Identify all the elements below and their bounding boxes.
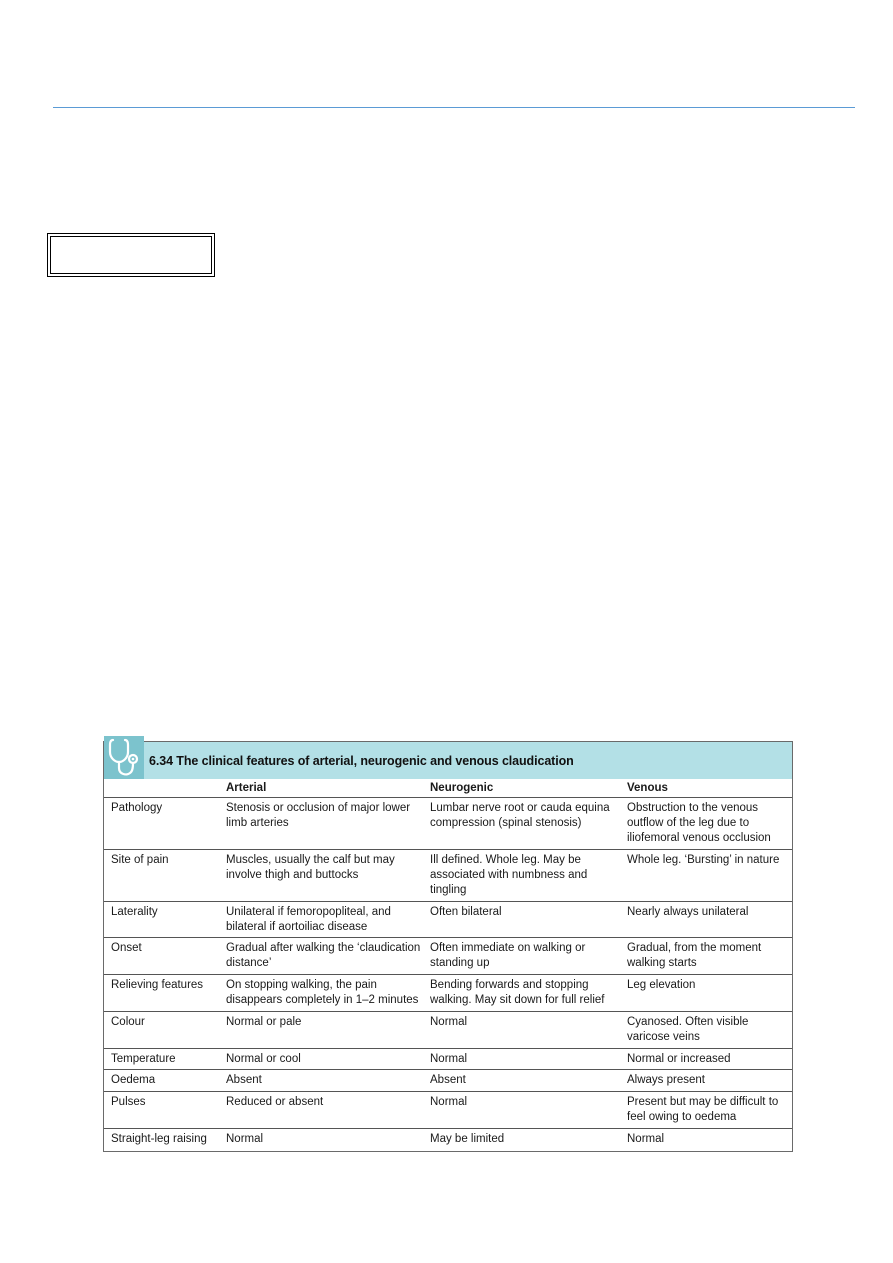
neurogenic-cell: Normal (430, 1096, 468, 1108)
arterial-cell: On stopping walking, the pain disappears completely in 1–2 minutes (226, 979, 419, 1006)
row-label: Pathology (111, 802, 163, 814)
stethoscope-icon (104, 736, 144, 779)
row-label: Laterality (111, 906, 158, 918)
arterial-cell: Absent (226, 1074, 262, 1086)
table-title-bar (104, 742, 792, 779)
neurogenic-cell: Lumbar nerve root or cauda equina compression (spinal stenosis) (430, 802, 610, 829)
row-label: Oedema (111, 1074, 156, 1086)
header-venous: Venous (627, 782, 668, 794)
row-label: Relieving features (111, 979, 204, 991)
arterial-cell: Muscles, usually the calf but may involve thigh and buttocks (226, 854, 395, 881)
neurogenic-cell: Often immediate on walking or standing up (430, 942, 586, 969)
row-label: Straight-leg raising (111, 1133, 207, 1145)
empty-text-box (47, 233, 215, 277)
arterial-cell: Stenosis or occlusion of major lower limb arteries (226, 802, 411, 829)
header-rule (53, 107, 855, 108)
claudication-table (103, 741, 793, 1152)
venous-cell: Whole leg. ‘Bursting’ in nature (627, 854, 780, 866)
venous-cell: Normal or increased (627, 1053, 731, 1065)
header-arterial: Arterial (226, 782, 267, 794)
arterial-cell: Gradual after walking the ‘claudication distance’ (226, 942, 421, 969)
table-row (104, 1129, 792, 1151)
venous-cell: Cyanosed. Often visible varicose veins (627, 1016, 749, 1043)
venous-cell: Obstruction to the venous outflow of the leg due to iliofemoral venous occlusion (627, 802, 771, 844)
table-row (104, 938, 792, 975)
table-row (104, 1070, 792, 1092)
neurogenic-cell: Ill defined. Whole leg. May be associated with numbness and tingling (430, 854, 588, 896)
table-row (104, 1012, 792, 1049)
venous-cell: Present but may be difficult to feel owing to oedema (627, 1096, 779, 1123)
table-row (104, 1049, 792, 1070)
table-title: 6.34 The clinical features of arterial, neurogenic and venous claudication (149, 753, 574, 768)
venous-cell: Leg elevation (627, 979, 696, 991)
arterial-cell: Unilateral if femoropopliteal, and bilateral if aortoiliac disease (226, 906, 391, 933)
neurogenic-cell: Normal (430, 1016, 468, 1028)
table-row (104, 902, 792, 938)
arterial-cell: Reduced or absent (226, 1096, 324, 1108)
neurogenic-cell: Bending forwards and stopping walking. May sit down for full relief (430, 979, 605, 1006)
neurogenic-cell: Normal (430, 1053, 468, 1065)
table-row (104, 798, 792, 850)
row-label: Temperature (111, 1053, 176, 1065)
venous-cell: Normal (627, 1133, 665, 1145)
arterial-cell: Normal (226, 1133, 264, 1145)
row-label: Onset (111, 942, 142, 954)
table-row (104, 850, 792, 902)
arterial-cell: Normal or pale (226, 1016, 302, 1028)
header-neurogenic: Neurogenic (430, 782, 494, 794)
venous-cell: Nearly always unilateral (627, 906, 749, 918)
neurogenic-cell: Absent (430, 1074, 466, 1086)
row-label: Pulses (111, 1096, 146, 1108)
row-label: Site of pain (111, 854, 169, 866)
row-label: Colour (111, 1016, 145, 1028)
table-row (104, 1092, 792, 1129)
arterial-cell: Normal or cool (226, 1053, 301, 1065)
table-row (104, 975, 792, 1012)
venous-cell: Gradual, from the moment walking starts (627, 942, 762, 969)
neurogenic-cell: May be limited (430, 1133, 505, 1145)
table-header-row (104, 779, 792, 798)
neurogenic-cell: Often bilateral (430, 906, 502, 918)
venous-cell: Always present (627, 1074, 705, 1086)
